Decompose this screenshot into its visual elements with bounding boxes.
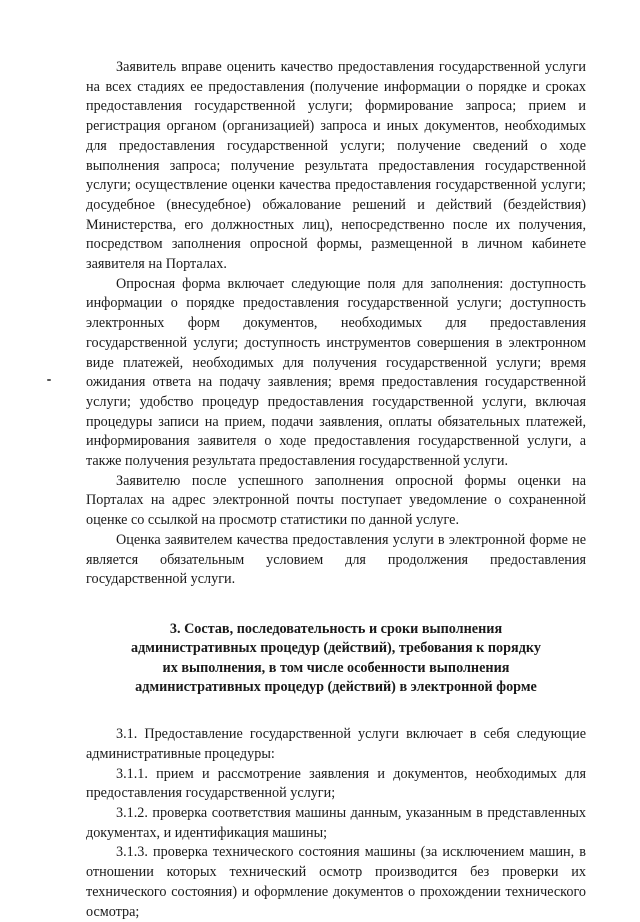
paragraph-survey-fields: Опросная форма включает следующие поля для заполнения: доступность информации о порядке предоставления государственной услуги; доступность электронных форм документов, необходимых для предоставления государственной услуги; доступность инструментов совершения в электронном виде платежей, необходимых для получения государственной услуги; время ожидания ответа на подачу заявления; время предоставления государственной услуги; удобство процедур предоставления государственной услуги, включая процедуры записи на прием, подачи заявления, оплаты обязательных платежей, информирования заявителя о ходе предоставления государственной услуги, а также получения результата предоставления государственной услуги. (86, 275, 586, 470)
document-body (86, 58, 586, 922)
section-heading-line: административных процедур (действий) в электронной форме (135, 678, 537, 695)
clause-3-1-3: 3.1.3. проверка технического состояния машины (за исключением машин, в отношении которых технический осмотр производится без проверки их технического состояния) и оформление документов о прохождении технического осмотра; (86, 844, 586, 920)
clause-3-1: 3.1. Предоставление государственной услуги включает в себя следующие административные процедуры: (86, 726, 586, 762)
clause-3-1-2: 3.1.2. проверка соответствия машины данным, указанным в представленных документах, и идентификация машины; (86, 804, 586, 841)
paragraph-assessment-optional: Оценка заявителем качества предоставления услуги в электронной форме не является обязательным условием для продолжения предоставления государственной услуги. (86, 531, 586, 588)
section-heading-line: 3. Состав, последовательность и сроки выполнения (169, 620, 503, 637)
section-heading-line: их выполнения, в том числе особенности выполнения (162, 659, 510, 676)
scan-mark (47, 379, 51, 381)
paragraph-notification: Заявителю после успешного заполнения опросной формы оценки на Порталах на адрес электронной почты поступает уведомление о сохраненной оценке со ссылкой на просмотр статистики по данной услуге. (86, 472, 586, 529)
clause-3-1-1: 3.1.1. прием и рассмотрение заявления и документов, необходимых для предоставления государственной услуги; (86, 765, 586, 802)
paragraph-assessment-right: Заявитель вправе оценить качество предоставления государственной услуги на всех стадиях ее предоставления (получение информации о порядке и сроках предоставления государственной услуги; формирование запроса; прием и регистрация органом (организацией) запроса и иных документов, необходимых для предоставления государственной услуги; получение сведений о ходе выполнения запроса; получение результата предоставления государственной услуги; осуществление оценки качества предоставления государственной услуги; досудебное (внесудебное) обжалование решений и действий (бездействия) Министерства, его должностных лиц), непосредственно после их получения, посредством заполнения опросной формы, размещенной в личном кабинете заявителя на Порталах. (86, 59, 586, 273)
section-heading-line: административных процедур (действий), требования к порядку (131, 640, 541, 657)
section-heading (86, 620, 586, 697)
